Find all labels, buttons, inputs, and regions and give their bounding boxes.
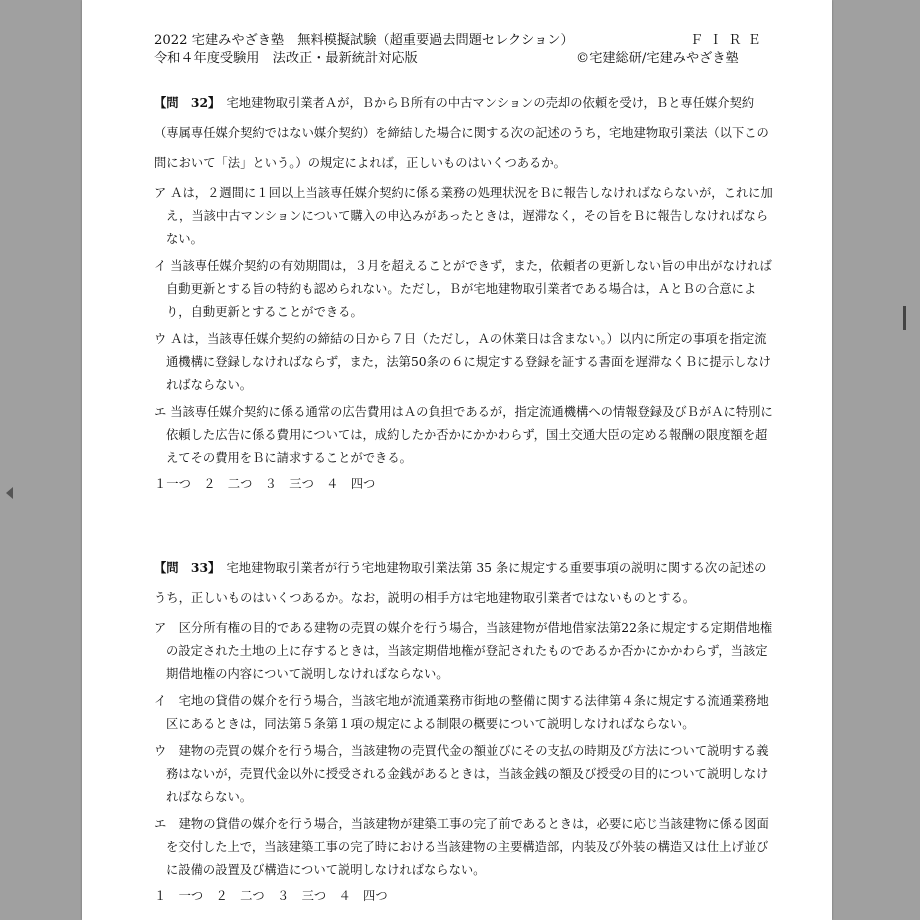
question-33-number: 【問 33】 [154, 560, 215, 575]
question-33-option-e: エ 建物の貸借の媒介を行う場合，当該建物が建築工事の完了前であるときは，必要に応じ当該建物に係る図面を交付した上で，当該建築工事の完了時における当該建物の主要構造部，内装及び外装の構造又は仕上げ並びに設備の設置及び構造について説明しなければならない。 [154, 817, 769, 877]
scrollbar-handle[interactable] [903, 306, 906, 330]
question-32-choices: １一つ ２ 二つ ３ 三つ ４ 四つ [154, 477, 376, 491]
header-edition: 令和４年度受験用 法改正・最新統計対応版 [154, 51, 418, 66]
question-32-option-a: ア Ａは，２週間に１回以上当該専任媒介契約に係る業務の処理状況をＢに報告しなければならないが，これに加え，当該中古マンションについて購入の申込みがあったときは，遅滞なく，その旨をＢに報告しなければならない。 [154, 186, 773, 246]
question-33-option-a: ア 区分所有権の目的である建物の売買の媒介を行う場合，当該建物が借地借家法第22条に規定する定期借地権の設定された土地の上に存するときは，当該定期借地権が登記されたものであるか否かにかかわらず，当該定期借地権の内容について説明しなければならない。 [154, 621, 773, 681]
question-33-option-u: ウ 建物の売買の媒介を行う場合，当該建物の売買代金の額並びにその支払の時期及び方法について説明する義務はないが，売買代金以外に授受される金銭があるときは，当該金銭の額及び授受の目的について説明しなければならない。 [154, 744, 769, 804]
header-fire: ＦＩＲＥ [690, 33, 767, 48]
question-33-option-i: イ 宅地の貸借の媒介を行う場合，当該宅地が流通業務市街地の整備に関する法律第４条に規定する流通業務地区にあるときは，同法第５条第１項の規定による制限の概要について説明しなければならない。 [154, 694, 769, 731]
question-33 [154, 553, 774, 907]
question-32-option-u: ウ Ａは，当該専任媒介契約の締結の日から７日（ただし，Ａの休業日は含まない。）以内に所定の事項を指定流通機構に登録しなければならず，また，法第50条の６に規定する登録を証する書面を遅滞なくＢに提示しなければならない。 [154, 332, 771, 392]
question-32-stem [154, 88, 774, 178]
left-gutter [0, 0, 82, 920]
question-32-stem-text: 宅地建物取引業者Ａが，ＢからＢ所有の中古マンションの売却の依頼を受け，Ｂと専任媒介契約（専属専任媒介契約ではない媒介契約）を締結した場合に関する次の記述のうち，宅地建物取引業法（以下この問において「法」という。）の規定によれば，正しいものはいくつあるか。 [154, 96, 769, 170]
right-gutter [832, 0, 920, 920]
question-33-stem [154, 553, 774, 613]
header-title: 2022 宅建みやざき塾 無料模擬試験（超重要過去問題セレクション） [154, 33, 574, 48]
header-copyright: ©宅建総研/宅建みやざき塾 [576, 51, 739, 66]
question-32-option-e: エ 当該専任媒介契約に係る通常の広告費用はＡの負担であるが，指定流通機構への情報登録及びＢがＡに特別に依頼した広告に係る費用については，成約したか否かにかかわらず，国土交通大臣の定める報酬の限度額を超えてその費用をＢに請求することができる。 [154, 405, 773, 465]
question-32 [154, 88, 774, 495]
previous-page-arrow-icon[interactable] [6, 487, 13, 499]
document-page [82, 0, 832, 920]
question-32-number: 【問 32】 [154, 95, 215, 110]
question-33-stem-text: 宅地建物取引業者が行う宅地建物取引業法第 35 条に規定する重要事項の説明に関する次の記述のうち，正しいものはいくつあるか。なお，説明の相手方は宅地建物取引業者ではないものとする。 [154, 561, 767, 605]
question-32-option-i: イ 当該専任媒介契約の有効期間は，３月を超えることができず，また，依頼者の更新しない旨の申出がなければ自動更新とする旨の特約も認められない。ただし，Ｂが宅地建物取引業者である場合は，ＡとＢの合意により，自動更新とすることができる。 [154, 259, 772, 319]
question-33-choices: １ 一つ ２ 二つ ３ 三つ ４ 四つ [154, 889, 388, 903]
